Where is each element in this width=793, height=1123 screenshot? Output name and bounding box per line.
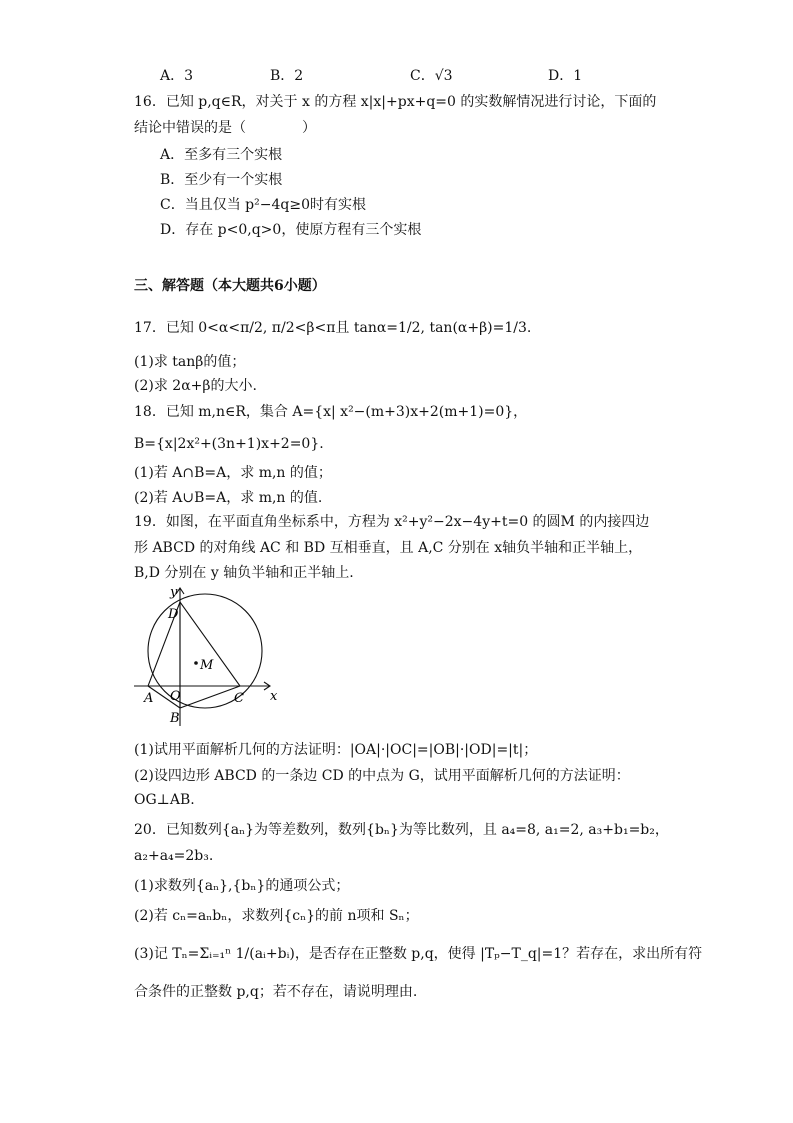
q18-stem-line2: B={x|2x²+(3n+1)x+2=0}. (134, 436, 324, 452)
q18-part2: (2)若 A∪B=A，求 m,n 的值. (134, 490, 323, 506)
q20-part2: (2)若 cₙ=aₙbₙ，求数列{cₙ}的前 n项和 Sₙ； (134, 908, 419, 924)
q19-figure (130, 586, 280, 726)
q20-stem-line2: a₂+a₄=2b₃. (134, 848, 214, 864)
q19-stem-line2: 形 ABCD 的对角线 AC 和 BD 互相垂直，且 A,C 分别在 x轴负半轴和正半轴上， (134, 540, 643, 556)
q16-stem-line1: 16．已知 p,q∈R，对关于 x 的方程 x|x|+px+q=0 的实数解情况进行讨论，下面的 (134, 94, 657, 110)
q19-stem-line1: 19．如图，在平面直角坐标系中，方程为 x²+y²−2x−4y+t=0 的圆M 的内接四边 (134, 514, 650, 530)
q20-part1: (1)求数列{aₙ},{bₙ}的通项公式； (134, 878, 350, 894)
label-o: O (170, 689, 181, 704)
q15-choice-d: D．1 (548, 68, 583, 84)
q19-part1: (1)试用平面解析几何的方法证明：|OA|·|OC|=|OB|·|OD|=|t|； (134, 742, 538, 758)
q18-stem-line1: 18．已知 m,n∈R，集合 A={x| x²−(m+3)x+2(m+1)=0}， (134, 404, 528, 420)
q19-part2-cont: OG⊥AB. (134, 792, 195, 808)
q16-option-a: A．至多有三个实根 (160, 147, 283, 163)
q17-part1: (1)求 tanβ的值； (134, 354, 246, 370)
q16-option-c: C．当且仅当 p²−4q≥0时有实根 (160, 197, 366, 213)
q20-part3: (3)记 Tₙ=Σᵢ₌₁ⁿ 1/(aᵢ+bᵢ)，是否存在正整数 p,q，使得 |Tₚ−T_q|=1？若存在，求出所有符 (134, 946, 703, 962)
label-y: y (170, 586, 178, 600)
q17-part2: (2)求 2α+β的大小. (134, 378, 257, 394)
label-m: M (200, 658, 214, 673)
section-title: 三、解答题（本大题共6小题） (134, 278, 326, 294)
circle-m (148, 594, 262, 708)
q16-option-d: D．存在 p<0,q>0，使原方程有三个实根 (160, 222, 422, 238)
q19-part2: (2)设四边形 ABCD 的一条边 CD 的中点为 G，试用平面解析几何的方法证明： (134, 768, 630, 784)
label-x: x (270, 689, 278, 704)
q15-choice-b: B．2 (270, 68, 304, 84)
q16-option-b: B．至少有一个实根 (160, 172, 283, 188)
q17-stem: 17．已知 0<α<π/2, π/2<β<π且 tanα=1/2, tan(α+β)=1/3. (134, 320, 532, 336)
q20-stem-line1: 20．已知数列{aₙ}为等差数列，数列{bₙ}为等比数列，且 a₄=8, a₁=2, a₃+b₁=b₂， (134, 822, 669, 838)
center-m-dot (194, 661, 198, 665)
quadrilateral-abcd (148, 602, 240, 708)
q16-stem-line2: 结论中错误的是（ ） (134, 120, 316, 136)
q20-part3-cont: 合条件的正整数 p,q；若不存在，请说明理由. (134, 984, 418, 1000)
q19-stem-line3: B,D 分别在 y 轴负半轴和正半轴上. (134, 565, 354, 581)
q15-choice-c: C．√3 (410, 68, 453, 84)
label-a: A (144, 691, 154, 706)
q15-choice-a: A．3 (160, 68, 194, 84)
label-c: C (234, 691, 244, 706)
q18-part1: (1)若 A∩B=A，求 m,n 的值； (134, 465, 332, 481)
label-d: D (168, 607, 179, 622)
label-b: B (170, 711, 180, 726)
